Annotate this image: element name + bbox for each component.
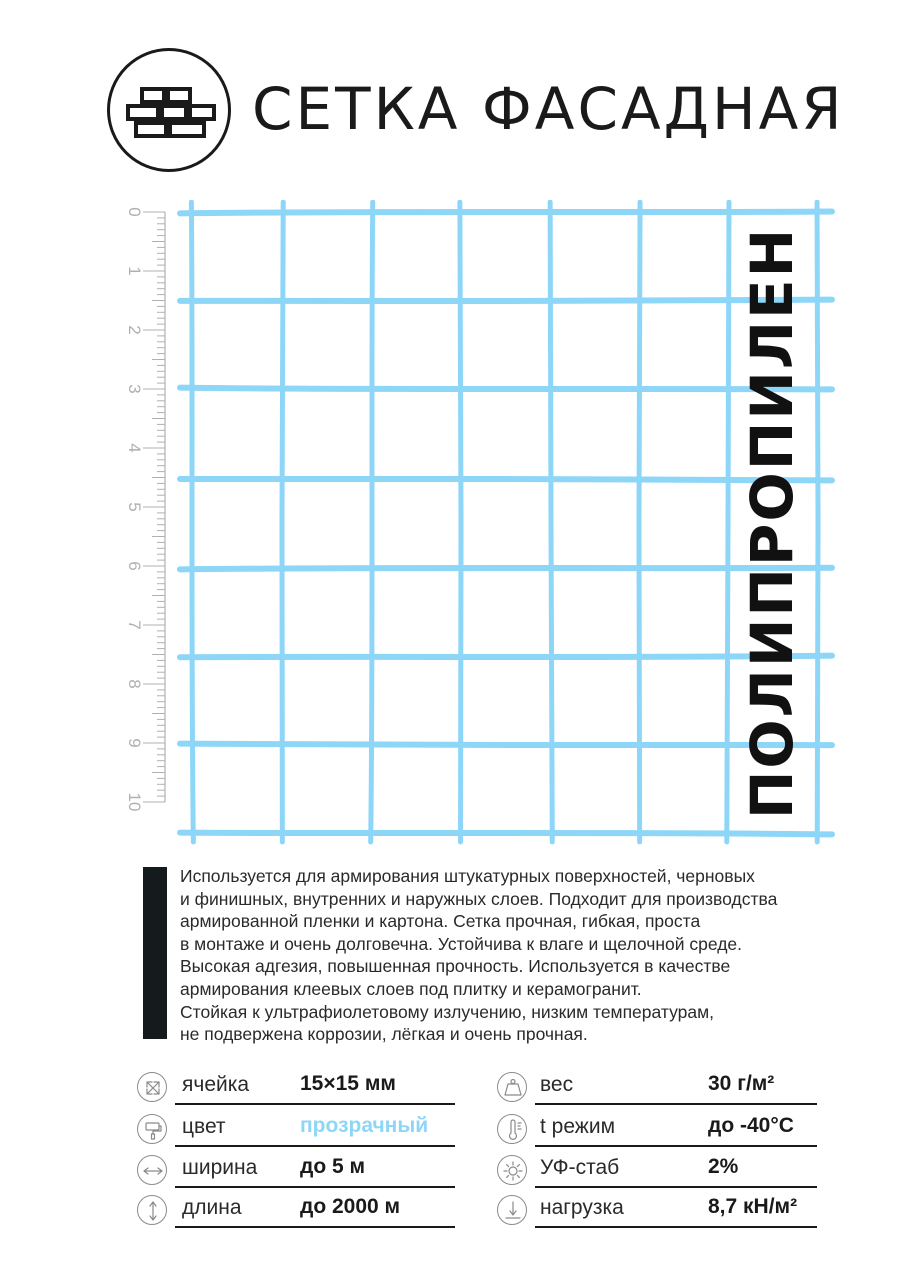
mesh-thread-horizontal <box>180 744 832 745</box>
mesh-thread-horizontal <box>180 388 832 390</box>
spec-underline <box>535 1103 817 1105</box>
spec-value: 2% <box>708 1155 739 1178</box>
weight-icon <box>497 1072 527 1102</box>
accent-bar <box>143 867 167 1039</box>
spec-value: 30 г/м² <box>708 1072 775 1095</box>
spec-label: нагрузка <box>540 1196 624 1219</box>
ruler-label: 4 <box>125 443 144 453</box>
thermometer-icon <box>497 1114 527 1144</box>
ruler-label: 5 <box>125 502 144 512</box>
brick-wall-logo <box>107 48 231 172</box>
spec-label: ширина <box>182 1156 258 1179</box>
material-label: ПОЛИПРОПИЛЕН <box>738 226 806 820</box>
mesh-grid <box>176 200 836 845</box>
ruler-label: 1 <box>125 266 144 276</box>
mesh-thread-vertical <box>282 202 283 842</box>
mesh-thread-horizontal <box>180 479 832 480</box>
sun-icon <box>497 1155 527 1185</box>
mesh-thread-vertical <box>817 202 818 842</box>
spec-label: УФ-стаб <box>540 1156 620 1179</box>
mesh-thread-horizontal <box>180 300 832 301</box>
spec-label: вес <box>540 1073 574 1096</box>
spec-underline <box>535 1186 817 1188</box>
page-title: СЕТКА ФАСАДНАЯ <box>252 75 845 143</box>
mesh-thread-horizontal <box>180 656 832 658</box>
spec-row <box>0 1190 910 1230</box>
mesh-thread-vertical <box>639 202 640 842</box>
mesh-thread-vertical <box>550 202 552 842</box>
spec-underline <box>535 1145 817 1147</box>
spec-value: прозрачный <box>300 1114 429 1137</box>
description-line: армирования клеевых слоев под плитку и керамогранит. <box>180 978 642 999</box>
spec-row <box>0 1067 910 1107</box>
spec-value: до 2000 м <box>300 1195 401 1218</box>
ruler <box>100 195 180 835</box>
description-line: в монтаже и очень долговечна. Устойчива к влаге и щелочной среде. <box>180 933 743 954</box>
description-line: Высокая адгезия, повышенная прочность. Используется в качестве <box>180 956 731 977</box>
mesh-thread-horizontal <box>180 211 832 213</box>
mesh-thread-vertical <box>191 202 193 842</box>
description-line: Используется для армирования штукатурных поверхностей, черновых <box>180 866 755 886</box>
ruler-label: 10 <box>125 792 144 812</box>
mesh-thread-horizontal <box>180 833 832 835</box>
spec-value: до 5 м <box>300 1155 366 1178</box>
load-arrow-icon <box>497 1195 527 1225</box>
ruler-label: 6 <box>125 561 144 571</box>
spec-value: 8,7 кН/м² <box>708 1195 798 1218</box>
mesh-thread-vertical <box>371 202 373 842</box>
brick-wall-icon <box>110 51 228 169</box>
material-label-vertical <box>738 212 806 834</box>
ruler-label: 2 <box>125 325 144 335</box>
mesh-thread-vertical <box>460 202 461 842</box>
ruler-label: 8 <box>125 679 144 689</box>
ruler-label: 3 <box>125 384 144 394</box>
spec-underline <box>535 1226 817 1228</box>
description-line: и финишных, внутренних и наружных слоев. Подходит для производства <box>180 888 778 909</box>
ruler-label: 0 <box>125 207 144 217</box>
spec-value: до -40°C <box>708 1114 794 1137</box>
spec-label: t режим <box>540 1115 616 1138</box>
mesh-thread-horizontal <box>180 568 832 570</box>
description <box>180 865 880 1046</box>
mesh-thread-vertical <box>727 202 729 842</box>
ruler-label: 7 <box>125 620 144 630</box>
spec-label: цвет <box>182 1115 226 1138</box>
spec-label: длина <box>182 1196 242 1219</box>
ruler-label: 9 <box>125 738 144 748</box>
description-line: армированной пленки и картона. Сетка прочная, гибкая, проста <box>180 911 701 932</box>
spec-label: ячейка <box>182 1073 250 1096</box>
description-line: не подвержена коррозии, лёгкая и очень прочная. <box>180 1024 588 1045</box>
spec-row <box>0 1150 910 1190</box>
spec-value: 15×15 мм <box>300 1072 396 1095</box>
spec-row <box>0 1109 910 1149</box>
description-line: Стойкая к ультрафиолетовому излучению, низким температурам, <box>180 1001 714 1022</box>
